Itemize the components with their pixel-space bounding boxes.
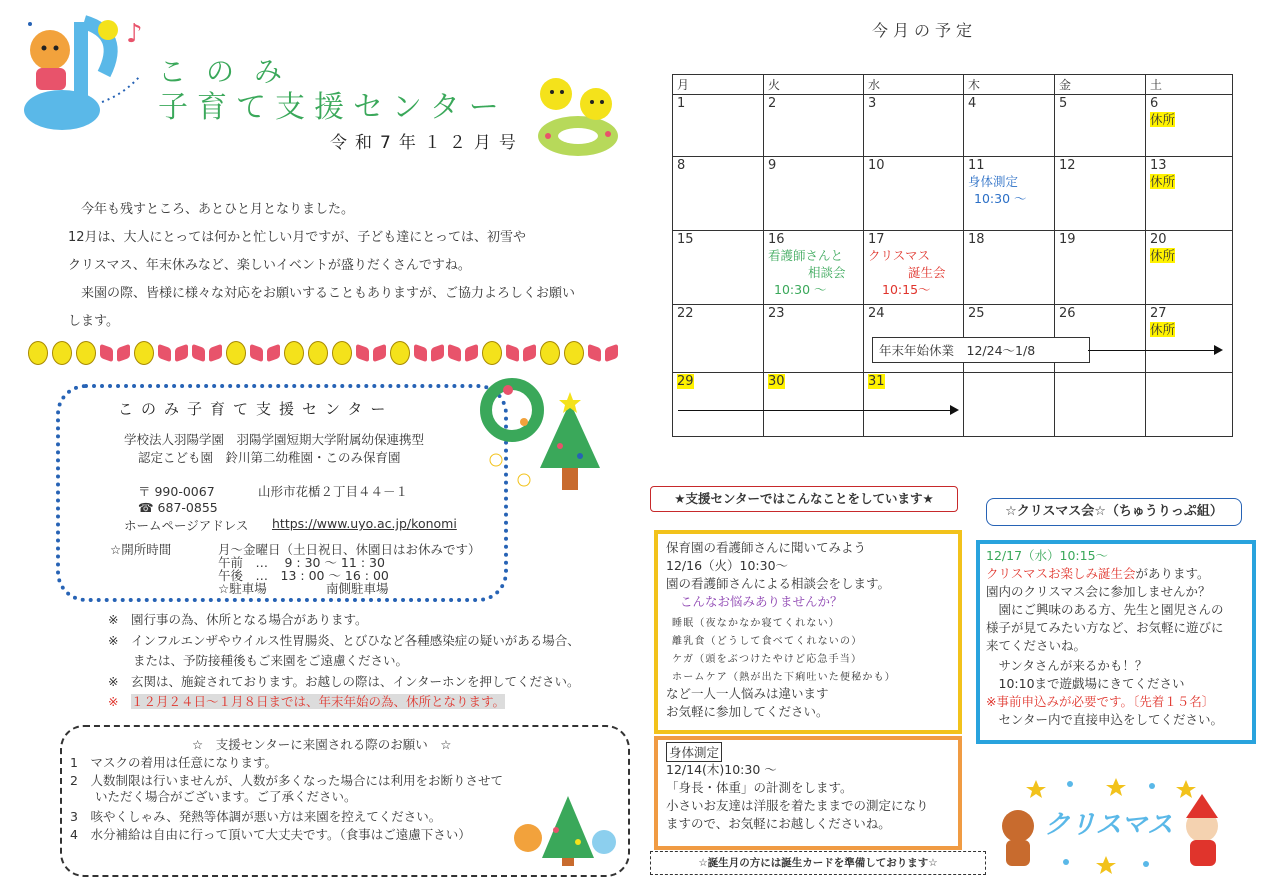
visit-rule: 3 咳やくしゃみ、発熱等体調が悪い方は来園を控えてください。 bbox=[70, 809, 442, 824]
day-number: 25 bbox=[968, 306, 985, 321]
nurse-consult-box bbox=[654, 530, 962, 734]
calendar-cell bbox=[1146, 95, 1233, 157]
ribbon-icon bbox=[356, 344, 386, 362]
hours-afternoon: 午後 … 13 : 00 ～ 16 : 00 bbox=[218, 568, 389, 583]
christmas-reserve-line: センター内で直接申込をしてください。 bbox=[986, 712, 1224, 727]
logo-illustration bbox=[14, 14, 154, 132]
calendar-cell bbox=[964, 231, 1055, 305]
weekday-header: 火 bbox=[764, 75, 864, 95]
calendar-cell bbox=[764, 95, 864, 157]
calendar-cell bbox=[1146, 373, 1233, 437]
note-line: または、予防接種後もご来園をご遠慮ください。 bbox=[108, 653, 409, 668]
day-number: 2 bbox=[768, 96, 777, 111]
christmas-banner bbox=[996, 770, 1226, 874]
calendar-cell bbox=[1146, 157, 1233, 231]
animals-tree-illustration bbox=[508, 792, 618, 866]
issue-number: 令和7年１２月号 bbox=[330, 133, 524, 153]
chick-icon bbox=[52, 341, 72, 365]
christmas-line: 園にご興味のある方、先生と園児さんの bbox=[986, 602, 1224, 617]
christmas-party-title: ☆クリスマス会☆（ちゅうりっぷ組） bbox=[986, 498, 1242, 526]
hours-label: ☆開所時間 bbox=[110, 542, 172, 557]
christmas-line: サンタさんが来るかも！？ bbox=[986, 658, 1148, 673]
weekday-header: 水 bbox=[864, 75, 964, 95]
event-christmas-sub: 誕生会 bbox=[908, 265, 946, 280]
day-number: 24 bbox=[868, 306, 885, 321]
intro-line: します。 bbox=[68, 314, 119, 329]
event-christmas-time: 10:15～ bbox=[882, 282, 931, 297]
calendar-cell bbox=[1055, 157, 1146, 231]
calendar-cell bbox=[673, 157, 764, 231]
holiday-label-box bbox=[872, 337, 1090, 363]
christmas-line: 10:10まで遊戯場にきてください bbox=[986, 676, 1185, 691]
christmas-line: 来てくださいね。 bbox=[986, 638, 1087, 653]
calendar-cell bbox=[673, 373, 764, 437]
calendar-cell bbox=[864, 95, 964, 157]
calendar-cell bbox=[673, 231, 764, 305]
event-nurse-consult-time: 10:30 ～ bbox=[774, 282, 827, 297]
day-number: 6 bbox=[1150, 96, 1159, 111]
day-number: 29 bbox=[677, 374, 694, 389]
day-number: 13 bbox=[1150, 158, 1167, 173]
calendar-cell bbox=[964, 373, 1055, 437]
closed-label: 休所 bbox=[1150, 174, 1176, 189]
calendar-cell bbox=[673, 305, 764, 373]
measurement-line: 「身長・体重」の計測をします。 bbox=[666, 780, 853, 795]
ribbon-icon bbox=[100, 344, 130, 362]
calendar-cell bbox=[1146, 231, 1233, 305]
note-line: ※ 玄関は、施錠されております。お越しの際は、インターホンを押してください。 bbox=[108, 673, 580, 689]
ribbon-icon bbox=[506, 344, 536, 362]
calendar-cell bbox=[1055, 95, 1146, 157]
day-number: 9 bbox=[768, 158, 777, 173]
closed-label: 休所 bbox=[1150, 322, 1176, 337]
ribbon-icon bbox=[588, 344, 618, 362]
header-title: 子育て支援センター bbox=[158, 90, 508, 125]
day-number: 1 bbox=[677, 96, 686, 111]
christmas-line: 園内のクリスマス会に参加しませんか？ bbox=[986, 584, 1211, 599]
day-number: 10 bbox=[868, 158, 885, 173]
worry-item: 離乳食（どうして食べてくれないの） bbox=[672, 636, 863, 647]
chick-icon bbox=[226, 341, 246, 365]
chick-icon bbox=[308, 341, 328, 365]
closed-label: 休所 bbox=[1150, 112, 1176, 127]
intro-line: 来園の際、皆様に様々な対応をお願いすることもありますが、ご協力よろしくお願い bbox=[68, 286, 576, 301]
calendar-cell bbox=[764, 373, 864, 437]
nurse-line: 12/16（火）10:30～ bbox=[666, 558, 789, 573]
worry-question: こんなお悩みありませんか？ bbox=[680, 594, 843, 609]
christmas-event bbox=[986, 564, 1210, 582]
hours-morning: 午前 … 9 : 30 ～ 11 : 30 bbox=[218, 555, 385, 570]
holiday-arrow-line bbox=[1088, 350, 1216, 351]
arrow-head-icon bbox=[950, 405, 959, 415]
org-line: 学校法人羽陽学園 羽陽学園短期大学附属幼保連携型 bbox=[124, 432, 425, 447]
event-nurse-consult-sub: 相談会 bbox=[808, 265, 846, 280]
parking-location: 南側駐車場 bbox=[326, 581, 389, 596]
day-number: 11 bbox=[968, 158, 985, 173]
day-number: 3 bbox=[868, 96, 877, 111]
day-number: 26 bbox=[1059, 306, 1076, 321]
event-measurement-time: 10:30 ～ bbox=[974, 191, 1027, 206]
chick-icon bbox=[564, 341, 584, 365]
worry-item: ケガ（頭をぶつけたやけど応急手当） bbox=[672, 654, 863, 665]
day-number: 23 bbox=[768, 306, 785, 321]
note-line: ※ 園行事の為、休所となる場合があります。 bbox=[108, 612, 368, 627]
weekday-header: 土 bbox=[1146, 75, 1233, 95]
hours-days: 月～金曜日（土日祝日、休園日はお休みです） bbox=[218, 542, 481, 557]
weekday-header: 月 bbox=[673, 75, 764, 95]
worry-item: 睡眠（夜なかなか寝てくれない） bbox=[672, 618, 840, 629]
christmas-event-rest: があります。 bbox=[1135, 566, 1210, 581]
center-name: このみ子育て支援センター bbox=[118, 400, 394, 418]
calendar-cell bbox=[1055, 231, 1146, 305]
calendar-cell bbox=[864, 231, 964, 305]
measurement-box bbox=[654, 736, 962, 850]
org-line: 認定こども園 鈴川第二幼稚園・このみ保育園 bbox=[138, 450, 401, 465]
christmas-tree-illustration bbox=[480, 376, 610, 502]
note-line: ※ インフルエンザやウイルス性胃腸炎、とびひなど各種感染症の疑いがある場合、 bbox=[108, 632, 580, 648]
chick-icon bbox=[540, 341, 560, 365]
svg-text:♪: ♪ bbox=[126, 19, 143, 49]
day-number: 17 bbox=[868, 232, 885, 247]
weekday-header: 木 bbox=[964, 75, 1055, 95]
day-number: 22 bbox=[677, 306, 694, 321]
day-number: 15 bbox=[677, 232, 694, 247]
calendar-table bbox=[672, 74, 1233, 437]
calendar-cell bbox=[964, 95, 1055, 157]
homepage-link[interactable]: https://www.uyo.ac.jp/konomi bbox=[272, 516, 457, 531]
support-section-title: ★支援センターではこんなことをしています★ bbox=[650, 486, 958, 512]
parking-label: ☆駐車場 bbox=[218, 581, 267, 596]
header-kana: このみ bbox=[158, 55, 303, 88]
christmas-line: 様子が見てみたい方など、お気軽に遊びに bbox=[986, 620, 1224, 635]
christmas-banner-text: クリスマス bbox=[1044, 810, 1173, 840]
christmas-reserve-note: ※事前申込みが必要です。〔先着１５名〕 bbox=[986, 694, 1215, 709]
calendar-cell bbox=[1055, 373, 1146, 437]
chick-icon bbox=[28, 341, 48, 365]
note-red-mark: ※ bbox=[108, 694, 119, 709]
intro-text bbox=[68, 196, 628, 336]
birthday-card-notice: ☆誕生月の方には誕生カードを準備しております☆ bbox=[650, 851, 986, 875]
chick-icon bbox=[134, 341, 154, 365]
calendar-cell bbox=[864, 373, 964, 437]
day-number: 16 bbox=[768, 232, 785, 247]
day-number: 8 bbox=[677, 158, 686, 173]
christmas-party-box bbox=[976, 540, 1256, 744]
worry-item: ホームケア（熱が出た下痢吐いた便秘かも） bbox=[672, 672, 896, 683]
chick-icon bbox=[284, 341, 304, 365]
intro-line: 今年も残すところ、あとひと月となりました。 bbox=[68, 202, 355, 217]
calendar-cell bbox=[964, 157, 1055, 231]
calendar-cell bbox=[864, 157, 964, 231]
visit-rule: 4 水分補給は自由に行って頂いて大丈夫です。（食事はご遠慮下さい） bbox=[70, 827, 471, 842]
arrow-head-icon bbox=[1214, 345, 1223, 355]
closed-label: 休所 bbox=[1150, 248, 1176, 263]
visit-rules-title: ☆ 支援センターに来園される際のお願い ☆ bbox=[192, 737, 452, 752]
intro-line: クリスマス、年末休みなど、楽しいイベントが盛りだくさんですね。 bbox=[68, 258, 471, 273]
calendar-cell bbox=[764, 157, 864, 231]
event-christmas: クリスマス bbox=[868, 248, 931, 263]
calendar-cell bbox=[1146, 305, 1233, 373]
ribbon-icon bbox=[158, 344, 188, 362]
holiday-arrow-line bbox=[678, 410, 952, 411]
chick-icon bbox=[390, 341, 410, 365]
chick-icon bbox=[332, 341, 352, 365]
measurement-line: 小さいお友達は洋服を着たままでの測定になり bbox=[666, 798, 929, 813]
day-number: 27 bbox=[1150, 306, 1167, 321]
weekday-header: 金 bbox=[1055, 75, 1146, 95]
ribbon-icon bbox=[414, 344, 444, 362]
address: 山形市花楯２丁目４４－１ bbox=[258, 484, 409, 499]
nurse-line: お気軽に参加してください。 bbox=[666, 704, 829, 719]
christmas-event-name: クリスマスお楽しみ誕生会 bbox=[986, 566, 1136, 581]
calendar-title: 今月の予定 bbox=[872, 21, 978, 40]
day-number: 4 bbox=[968, 96, 977, 111]
intro-line: 12月は、大人にとっては何かと忙しい月ですが、子ども達にとっては、初雪や bbox=[68, 230, 527, 245]
chick-icon bbox=[482, 341, 502, 365]
visit-rule: いただく場合がございます。ご了承ください。 bbox=[70, 789, 357, 804]
chick-bow-garland bbox=[28, 338, 628, 368]
chick-icon bbox=[76, 341, 96, 365]
notes-list bbox=[108, 610, 638, 713]
christmas-date: 12/17（水）10:15～ bbox=[986, 548, 1109, 563]
measurement-line: 12/14(木)10:30 ～ bbox=[666, 762, 777, 777]
day-number: 18 bbox=[968, 232, 985, 247]
note-line-red bbox=[108, 692, 638, 713]
homepage-label: ホームページアドレス bbox=[124, 518, 249, 533]
postal-code: 〒 990-0067 bbox=[138, 484, 215, 499]
calendar-cell bbox=[764, 231, 864, 305]
center-info-box bbox=[56, 384, 508, 602]
event-nurse-consult: 看護師さんと bbox=[768, 248, 844, 263]
holiday-label: 年末年始休業 12/24～1/8 bbox=[879, 343, 1036, 358]
nurse-line: 保育園の看護師さんに聞いてみよう bbox=[666, 540, 867, 555]
visit-rule: 2 人数制限は行いませんが、人数が多くなった場合には利用をお断りさせて bbox=[70, 773, 503, 788]
day-number: 30 bbox=[768, 374, 785, 389]
phone-number: ☎ 687-0855 bbox=[138, 500, 218, 515]
day-number: 31 bbox=[868, 374, 885, 389]
event-measurement: 身体測定 bbox=[968, 174, 1019, 189]
note-red-text: １２月２４日～１月８日までは、年末年始の為、休所となります。 bbox=[131, 694, 506, 709]
nurse-line: 園の看護師さんによる相談会をします。 bbox=[666, 576, 891, 591]
calendar-cell bbox=[673, 95, 764, 157]
day-number: 19 bbox=[1059, 232, 1076, 247]
ribbon-icon bbox=[448, 344, 478, 362]
measurement-title: 身体測定 bbox=[666, 742, 722, 762]
chicks-illustration bbox=[528, 64, 628, 160]
calendar-cell bbox=[764, 305, 864, 373]
day-number: 5 bbox=[1059, 96, 1068, 111]
visit-rule: 1 マスクの着用は任意になります。 bbox=[70, 755, 277, 770]
ribbon-icon bbox=[250, 344, 280, 362]
measurement-line: ますので、お気軽にお越しくださいね。 bbox=[666, 816, 891, 831]
day-number: 12 bbox=[1059, 158, 1076, 173]
day-number: 20 bbox=[1150, 232, 1167, 247]
nurse-line: など一人一人悩みは違います bbox=[666, 686, 829, 701]
ribbon-icon bbox=[192, 344, 222, 362]
